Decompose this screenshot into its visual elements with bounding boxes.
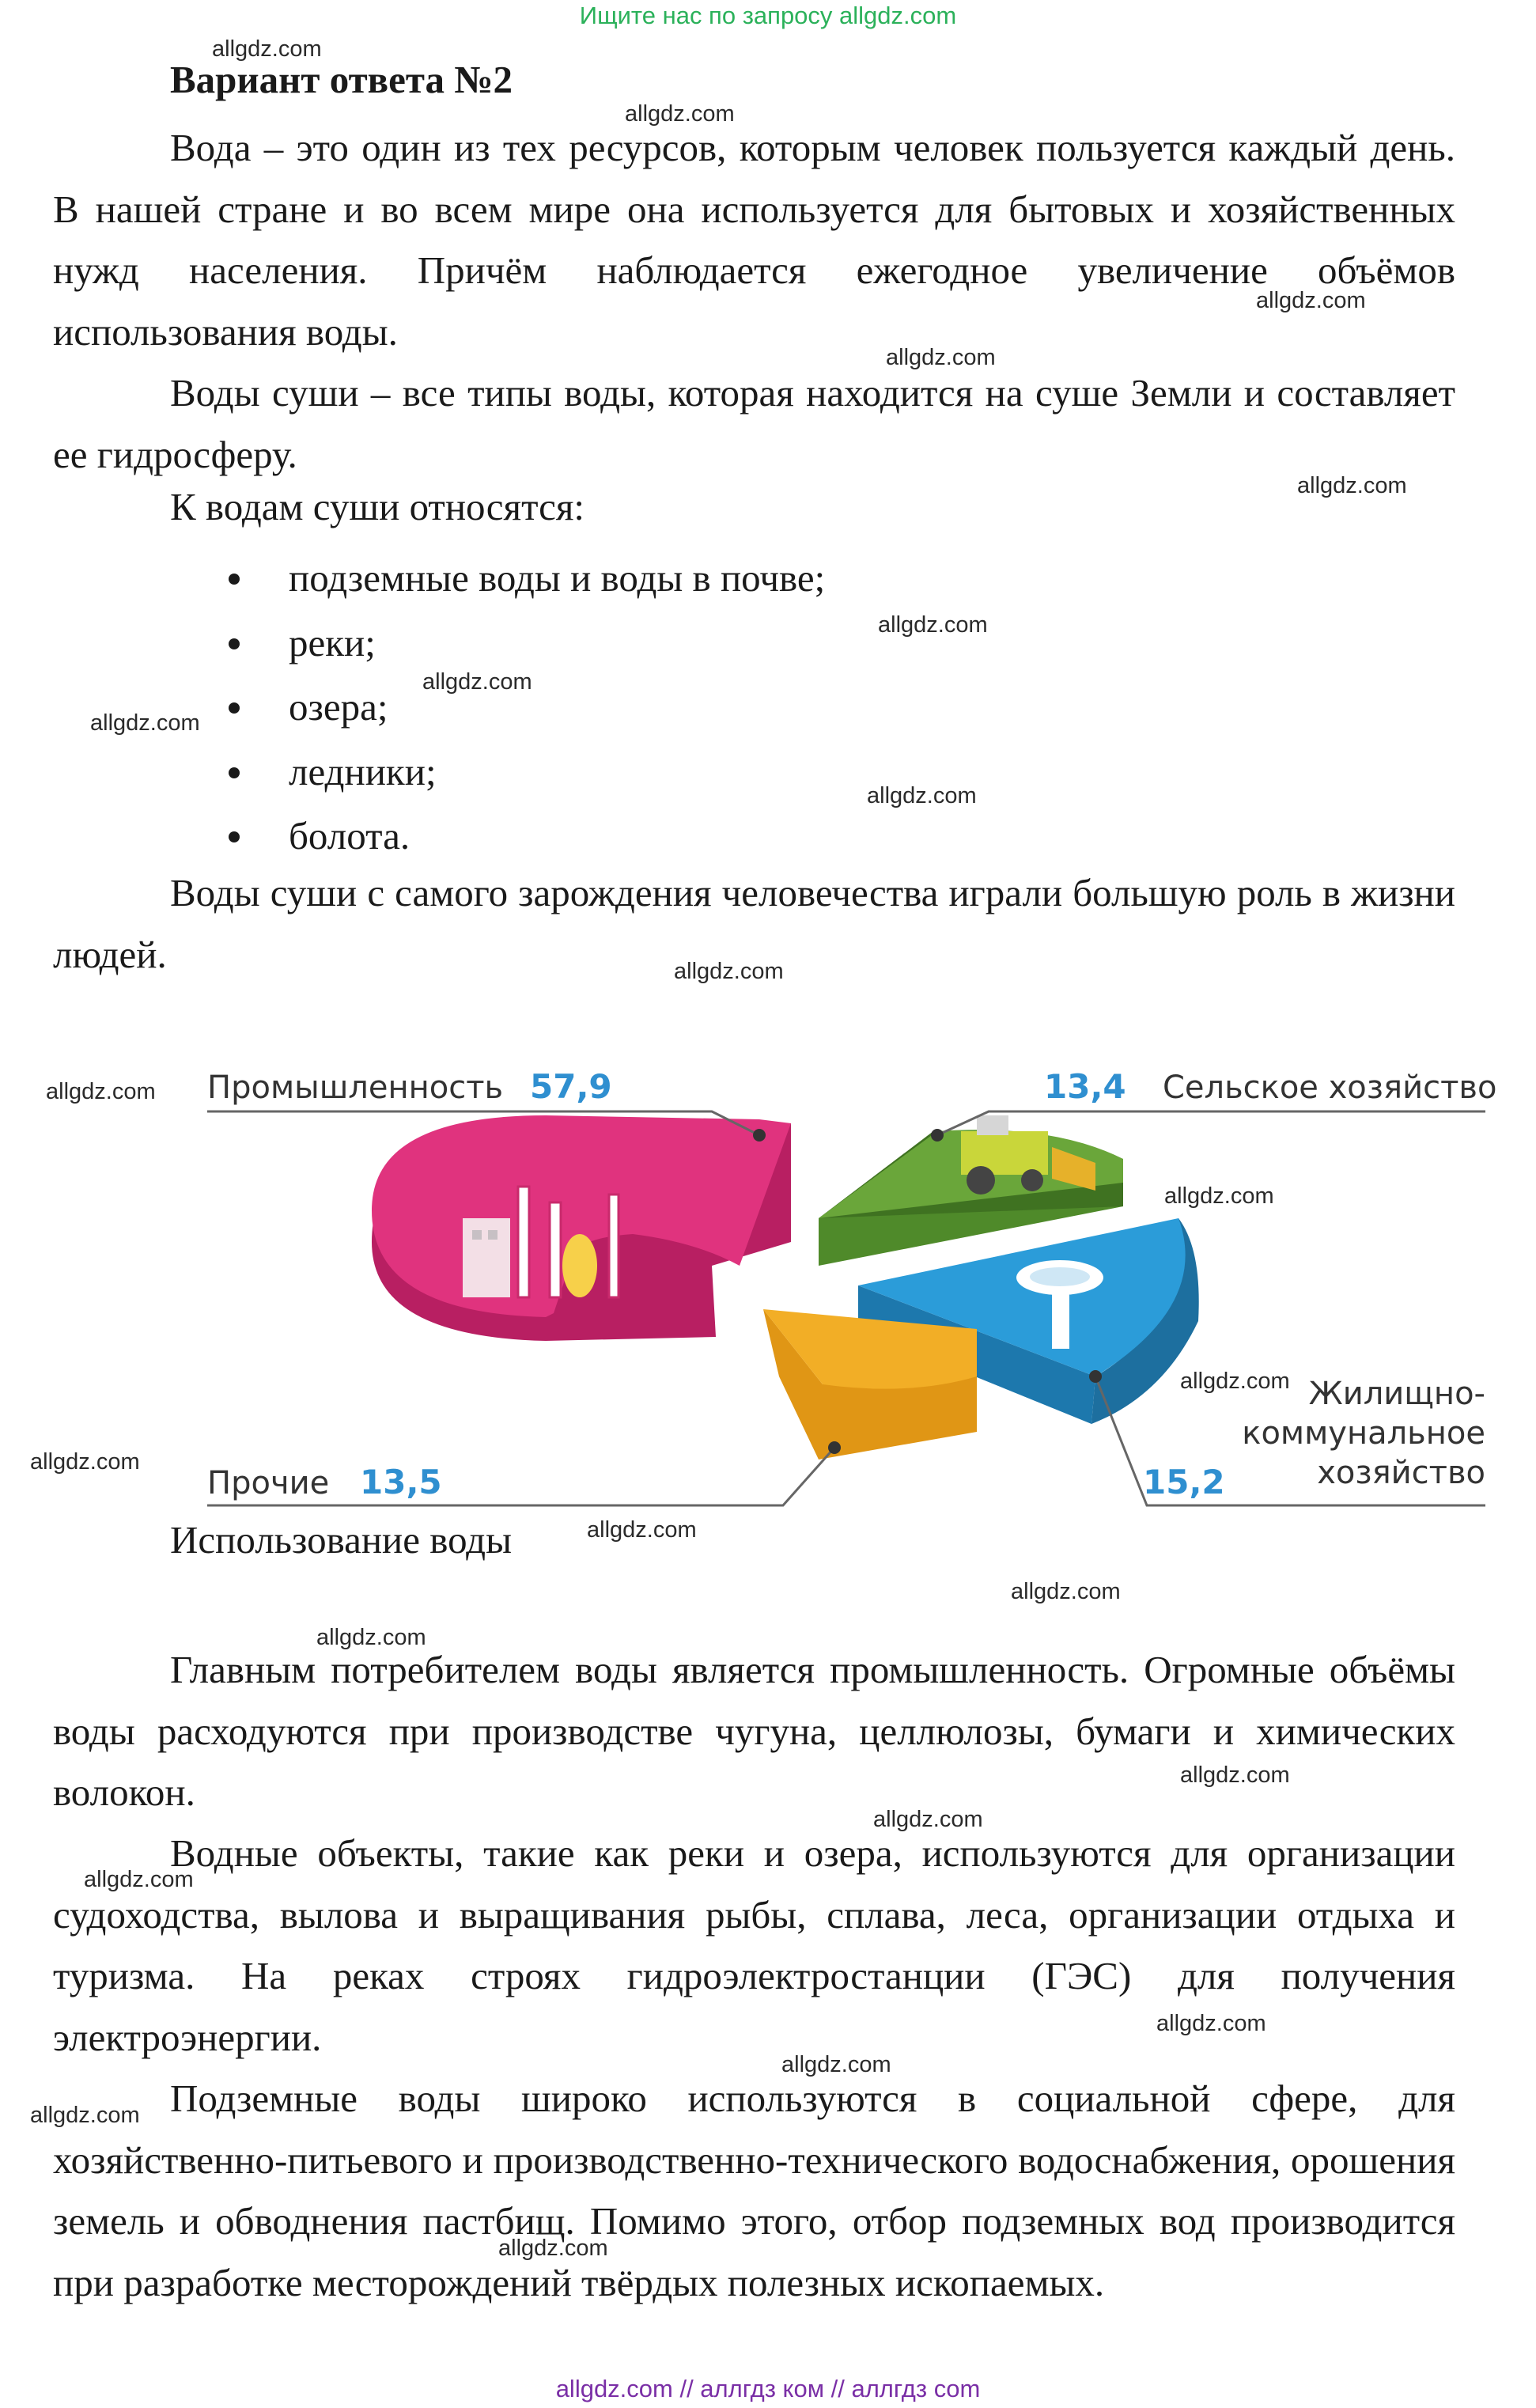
value-housing: 15,2 (1143, 1463, 1225, 1501)
watermark: allgdz.com (316, 1625, 426, 1650)
watermark: allgdz.com (867, 783, 977, 808)
label-agriculture: Сельское хозяйство (1163, 1070, 1497, 1106)
watermark: allgdz.com (587, 1517, 697, 1543)
marker-housing (1089, 1370, 1102, 1383)
watermark: allgdz.com (878, 612, 988, 638)
bullet-icon (229, 702, 240, 714)
value-agriculture: 13,4 (1044, 1067, 1126, 1106)
paragraph-3: К водам суши относятся: (170, 485, 585, 528)
watermark: allgdz.com (1164, 1183, 1274, 1209)
answer-heading: Вариант ответа №2 (170, 58, 513, 101)
bullet-icon (229, 767, 240, 778)
bullet-icon (229, 574, 240, 585)
marker-industry (753, 1129, 766, 1142)
watermark: allgdz.com (1297, 473, 1407, 498)
paragraph-5: Главным потребителем воды является промышленность. Огромные объёмы воды расходуются при производстве чугуна, целлюлозы, бумаги и химических волокон. (53, 1648, 1455, 1814)
watermark: allgdz.com (422, 669, 532, 695)
watermark: allgdz.com (90, 710, 200, 736)
land-water-list (225, 546, 825, 869)
watermark: allgdz.com (674, 959, 784, 984)
watermark: allgdz.com (498, 2236, 608, 2261)
watermark: allgdz.com (84, 1867, 194, 1892)
watermark: allgdz.com (30, 1449, 140, 1475)
top-banner: Ищите нас по запросу allgdz.com (579, 2, 957, 29)
slice-other (763, 1309, 977, 1460)
label-other: Прочие (207, 1465, 330, 1501)
label-housing-line1: Жилищно- (1308, 1376, 1485, 1412)
watermark: allgdz.com (1011, 1579, 1121, 1604)
label-housing-line3: хозяйство (1317, 1455, 1485, 1491)
paragraph-2: Воды суши – все типы воды, которая находится на суше Земли и составляет ее гидросферу. (53, 371, 1455, 476)
watermark: allgdz.com (873, 1807, 983, 1832)
paragraph-6: Водные объекты, такие как реки и озера, используются для организации судоходства, вылова и выращивания рыбы, сплава, леса, организации отдыха и туризма. На реках строях гидроэлектростанции (ГЭС) для получения электроэнергии. (53, 1831, 1455, 2059)
list-item-text: ледники; (289, 749, 437, 793)
label-industry: Промышленность (207, 1070, 504, 1106)
label-housing-line2: коммунальное (1242, 1415, 1485, 1452)
pie-chart (0, 1005, 1536, 1527)
paragraph-7: Подземные воды широко используются в социальной сфере, для хозяйственно-питьевого и производственно-технического водоснабжения, орошения земель и обводнения пастбищ. Помимо этого, отбор подземных вод производится при разработке месторождений твёрдых полезных ископаемых. (53, 2077, 1455, 2304)
list-item (225, 611, 825, 676)
watermark: allgdz.com (781, 2052, 891, 2077)
list-item-text: подземные воды и воды в почве; (289, 556, 826, 600)
watermark: allgdz.com (46, 1079, 156, 1104)
watermark: allgdz.com (212, 36, 322, 62)
bullet-icon (229, 831, 240, 842)
marker-other (828, 1441, 841, 1454)
value-other: 13,5 (360, 1463, 442, 1501)
watermark: allgdz.com (886, 345, 996, 370)
watermark: allgdz.com (625, 101, 735, 127)
list-item (225, 740, 825, 805)
list-item (225, 546, 825, 611)
chart-caption: Использование воды (170, 1518, 513, 1562)
water-use-chart (0, 1005, 1536, 1527)
paragraph-1: Вода – это один из тех ресурсов, которым человек пользуется каждый день. В нашей стране и во всем мире она используется для бытовых и хозяйственных нужд населения. Причём наблюдается ежегодное увеличение объёмов использования воды. (53, 126, 1455, 354)
list-item-text: болота. (289, 814, 410, 858)
list-item-text: реки; (289, 620, 376, 664)
paragraph-4: Воды суши с самого зарождения человечества играли большую роль в жизни людей. (53, 871, 1455, 976)
watermark: allgdz.com (1180, 1369, 1290, 1394)
watermark: allgdz.com (1156, 2011, 1266, 2036)
slice-industry (372, 1115, 791, 1341)
watermark: allgdz.com (1180, 1762, 1290, 1788)
list-item-text: озера; (289, 685, 388, 729)
watermark: allgdz.com (1256, 288, 1366, 313)
bullet-icon (229, 638, 240, 649)
value-industry: 57,9 (530, 1067, 612, 1106)
marker-agriculture (931, 1129, 944, 1142)
bottom-banner: allgdz.com // аллгдз ком // аллгдз com (555, 2375, 981, 2402)
list-item (225, 804, 825, 869)
watermark: allgdz.com (30, 2103, 140, 2128)
